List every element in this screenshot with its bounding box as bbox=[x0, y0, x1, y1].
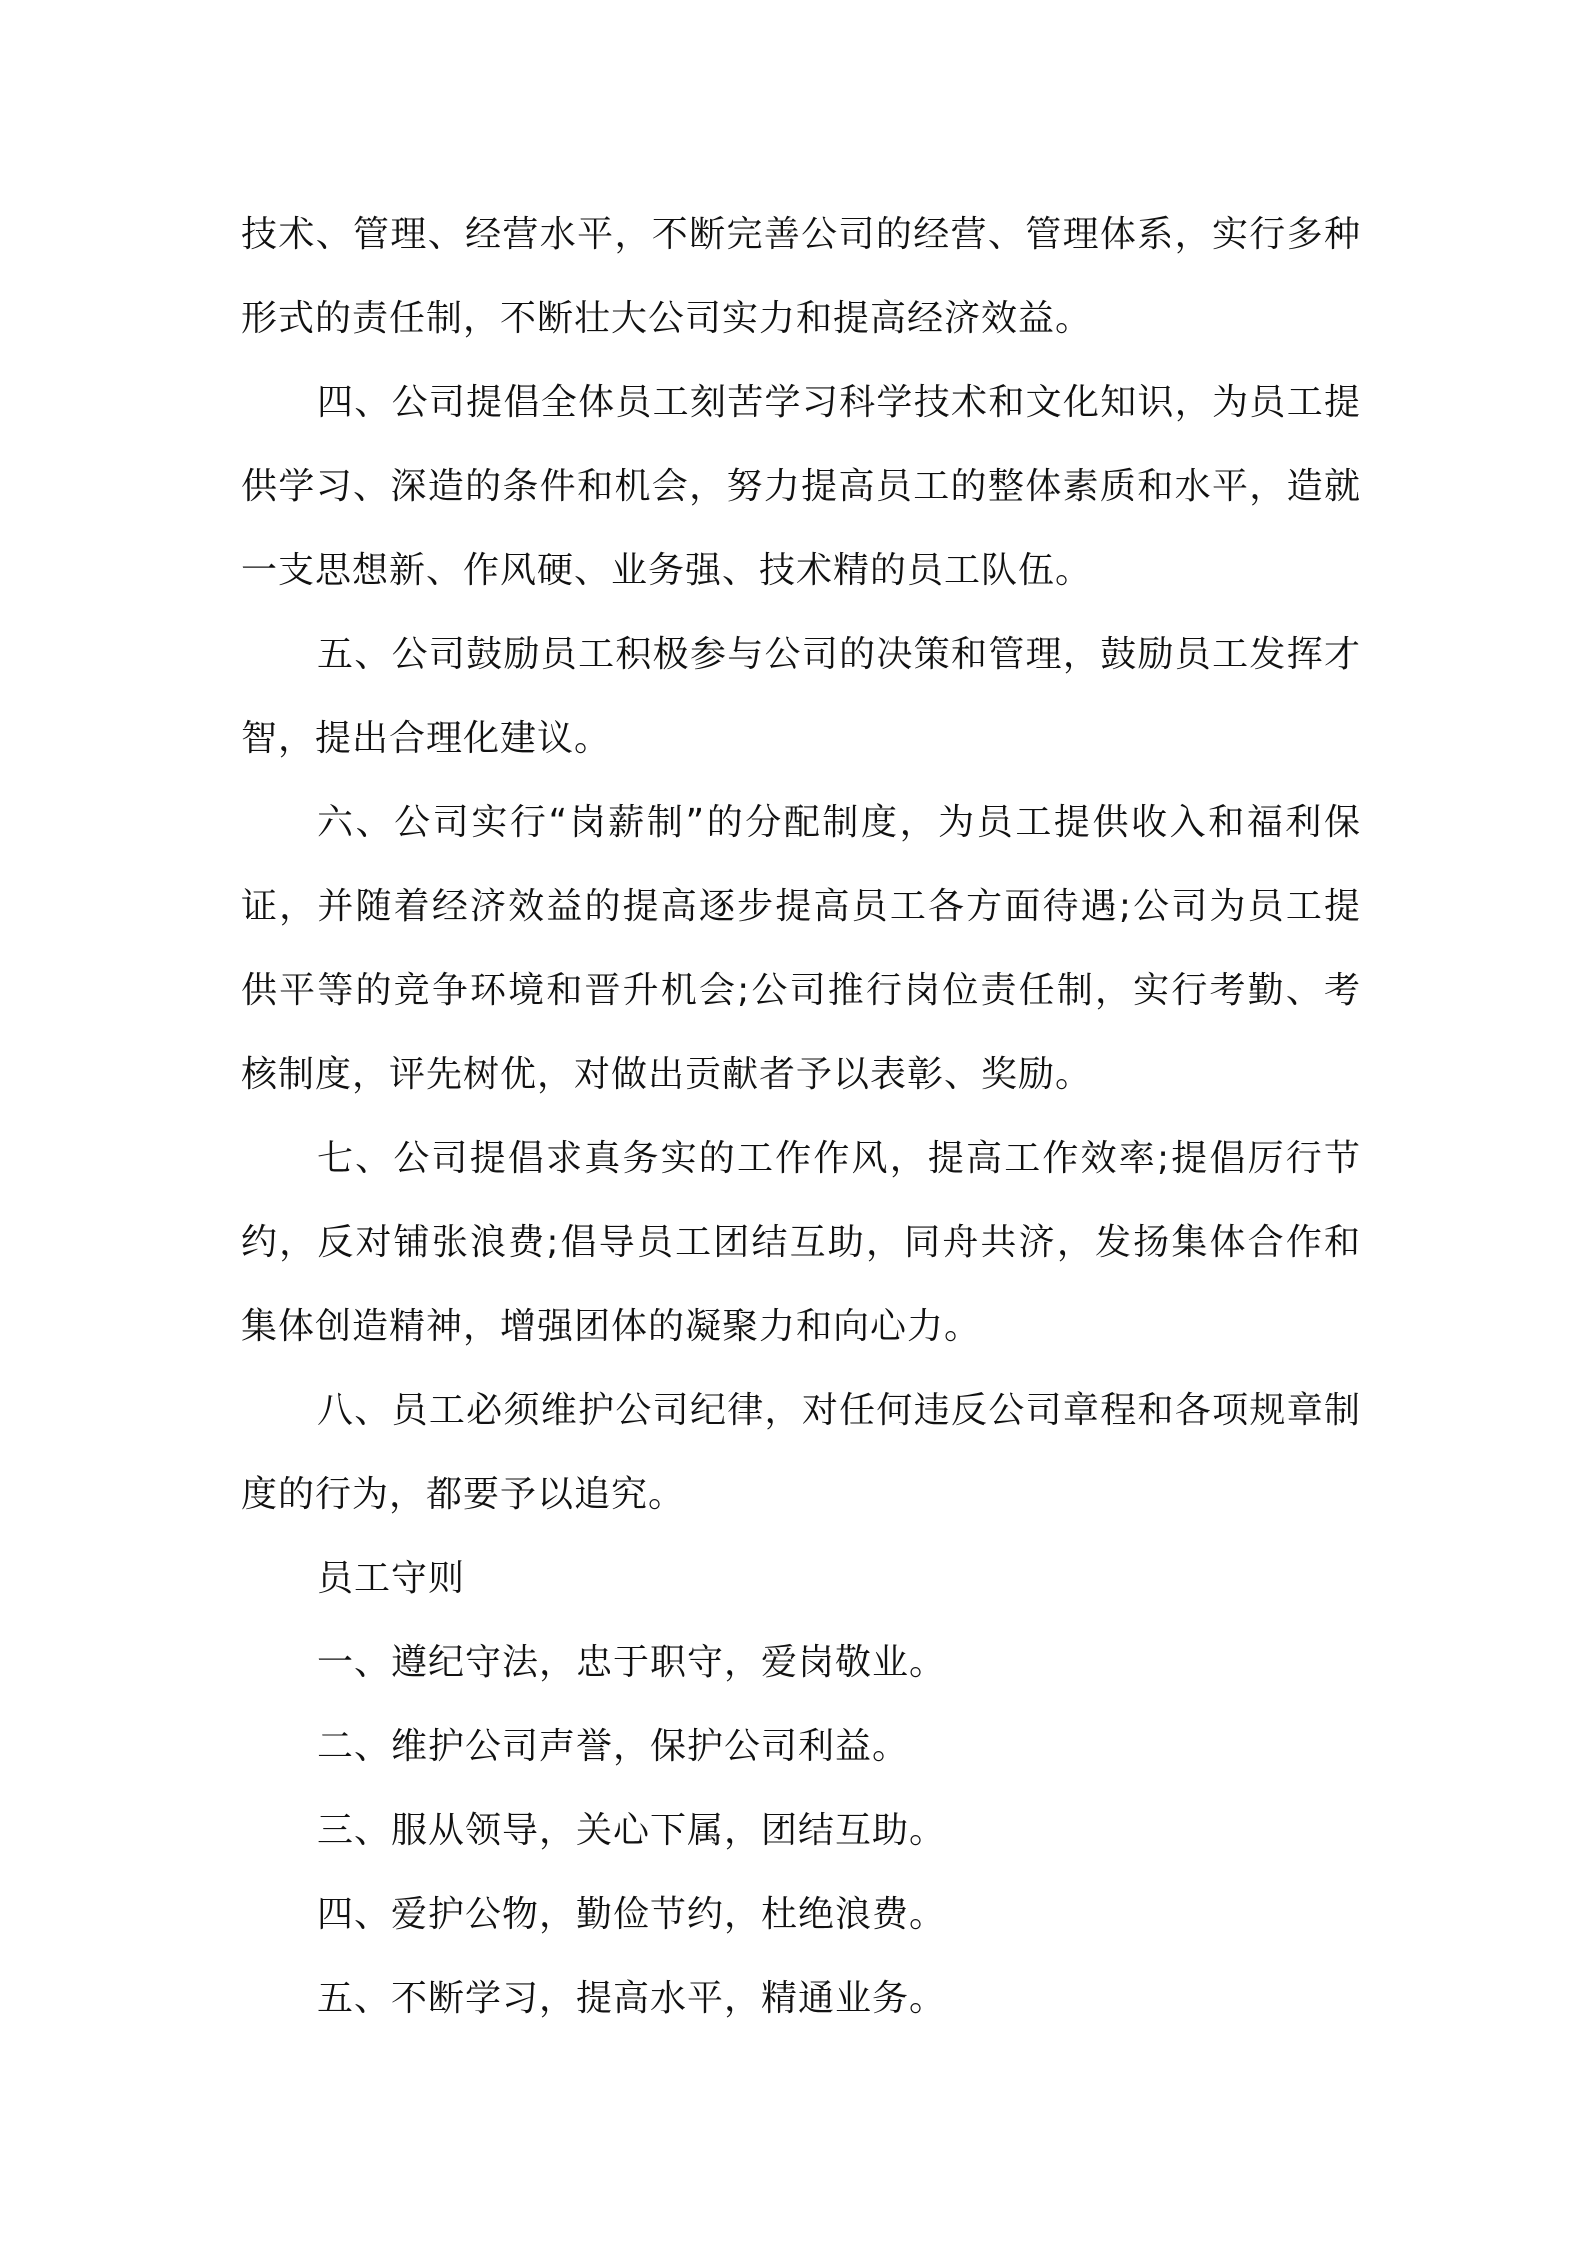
paragraph-article-7: 七、公司提倡求真务实的工作作风，提高工作效率;提倡厉行节约，反对铺张浪费;倡导员工团结互助，同舟共济，发扬集体合作和集体创造精神，增强团体的凝聚力和向心力。 bbox=[241, 1138, 1361, 1347]
paragraph-article-6: 六、公司实行“岗薪制”的分配制度，为员工提供收入和福利保证，并随着经济效益的提高逐步提高员工各方面待遇;公司为员工提供平等的竞争环境和晋升机会;公司推行岗位责任制，实行考勤、考核制度，评先树优，对做出贡献者予以表彰、奖励。 bbox=[241, 802, 1361, 1095]
rule-item-3: 三、服从领导，关心下属，团结互助。 bbox=[317, 1810, 947, 1851]
rule-item-5: 五、不断学习，提高水平，精通业务。 bbox=[317, 1978, 947, 2019]
rule-item-4: 四、爱护公物，勤俭节约，杜绝浪费。 bbox=[317, 1894, 947, 1935]
section-title-employee-rules: 员工守则 bbox=[317, 1558, 466, 1599]
document-body bbox=[241, 193, 1361, 2041]
rule-item-1: 一、遵纪守法，忠于职守，爱岗敬业。 bbox=[317, 1642, 947, 1683]
paragraph-article-4: 四、公司提倡全体员工刻苦学习科学技术和文化知识，为员工提供学习、深造的条件和机会，努力提高员工的整体素质和水平，造就一支思想新、作风硬、业务强、技术精的员工队伍。 bbox=[241, 382, 1361, 591]
rule-item-2: 二、维护公司声誉，保护公司利益。 bbox=[317, 1726, 910, 1767]
paragraph-continuation: 技术、管理、经营水平，不断完善公司的经营、管理体系，实行多种形式的责任制，不断壮大公司实力和提高经济效益。 bbox=[241, 214, 1361, 339]
paragraph-article-5: 五、公司鼓励员工积极参与公司的决策和管理，鼓励员工发挥才智，提出合理化建议。 bbox=[241, 634, 1361, 759]
paragraph-article-8: 八、员工必须维护公司纪律，对任何违反公司章程和各项规章制度的行为，都要予以追究。 bbox=[241, 1390, 1361, 1515]
